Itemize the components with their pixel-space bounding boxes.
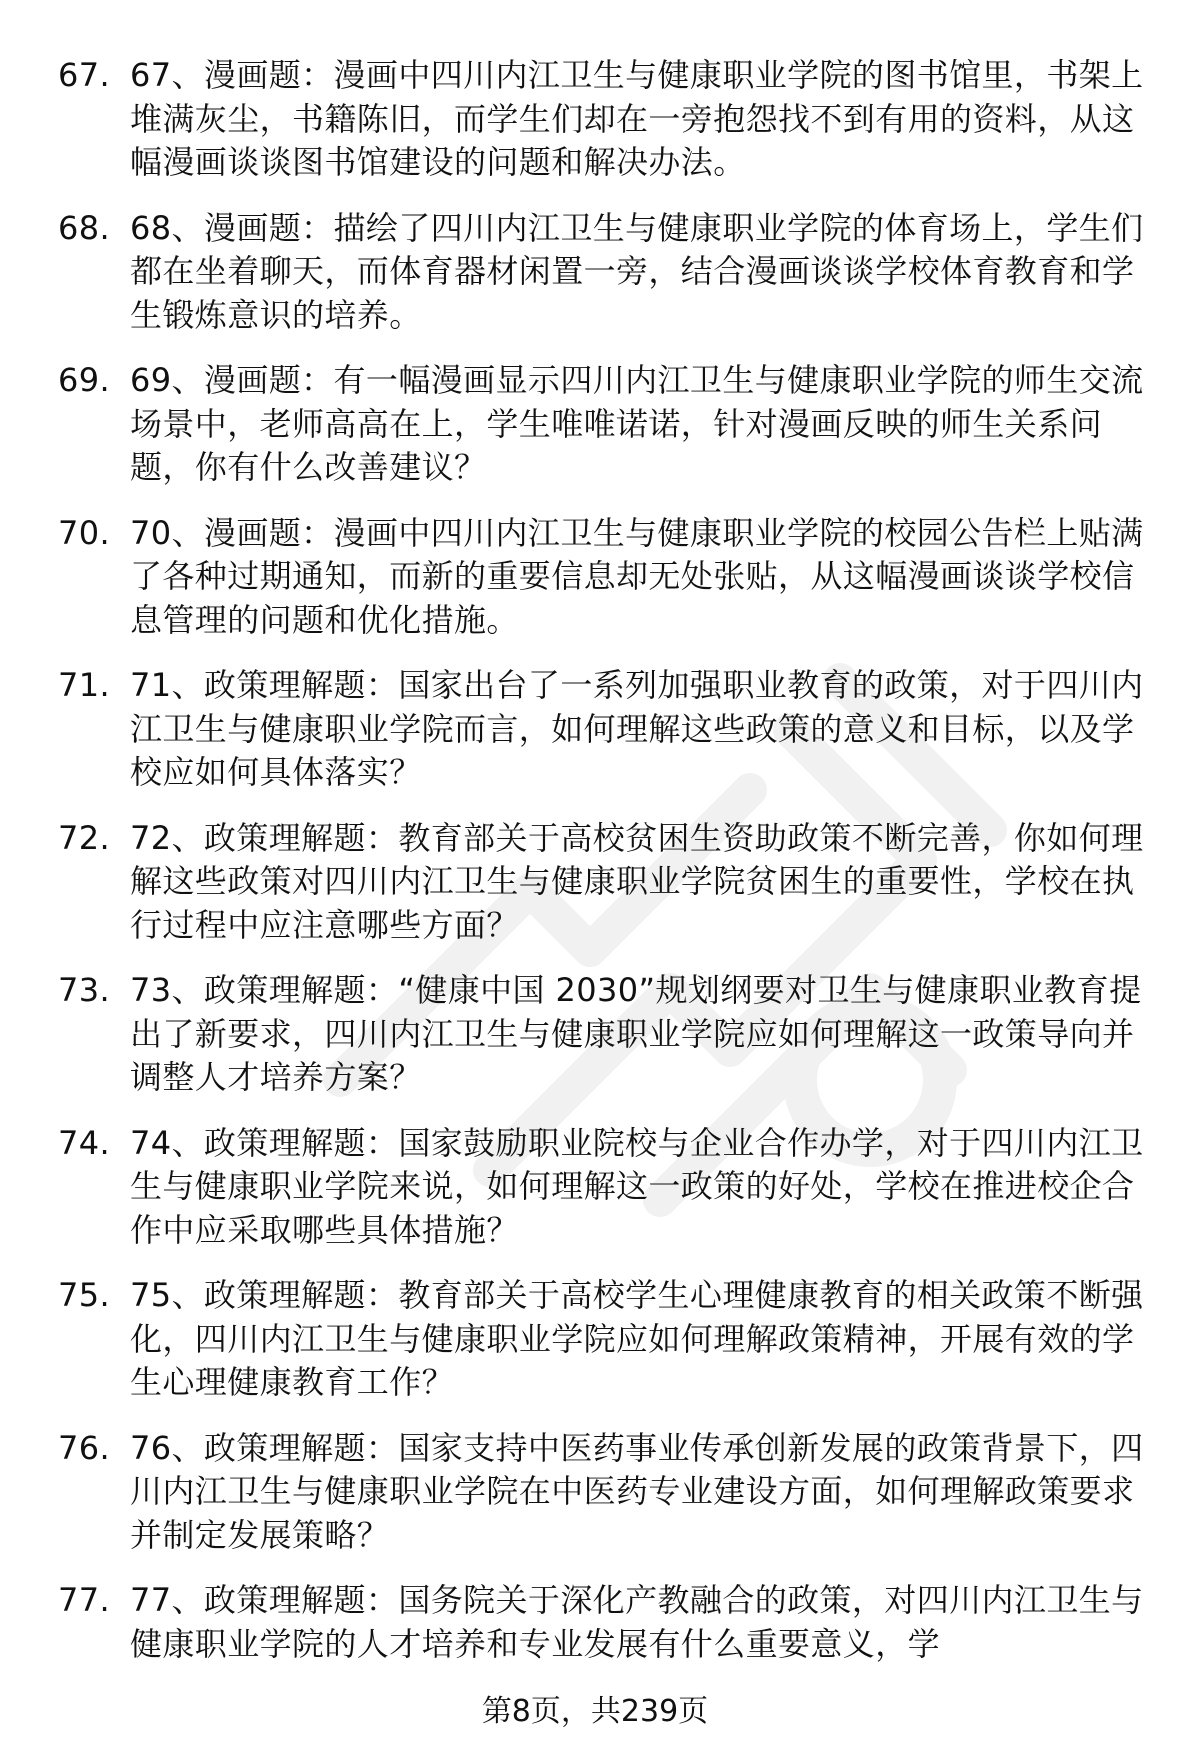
question-text: 73、政策理解题：“健康中国 2030”规划纲要对卫生与健康职业教育提出了新要求，四川内江卫生与健康职业学院应如何理解这一政策导向并调整人才培养方案？ [130,971,1142,1096]
question-text: 77、政策理解题：国务院关于深化产教融合的政策，对四川内江卫生与健康职业学院的人才培养和专业发展有什么重要意义，学 [130,1581,1144,1663]
question-item-76 [58,1427,1158,1558]
question-item-70 [58,512,1158,643]
question-item-69 [58,359,1158,490]
question-item-67 [58,54,1158,185]
question-item-72 [58,817,1158,948]
question-number: 74. [58,1123,111,1162]
question-text: 72、政策理解题：教育部关于高校贫困生资助政策不断完善，你如何理解这些政策对四川内江卫生与健康职业学院贫困生的重要性，学校在执行过程中应注意哪些方面？ [130,818,1144,944]
question-text: 68、漫画题：描绘了四川内江卫生与健康职业学院的体育场上，学生们都在坐着聊天，而体育器材闲置一旁，结合漫画谈谈学校体育教育和学生锻炼意识的培养。 [130,208,1144,334]
page-number-footer: 第8页，共239页 [481,1694,709,1729]
question-number: 72. [58,818,111,857]
question-item-71 [58,664,1158,795]
question-number: 73. [58,971,111,1009]
question-number: 77. [58,1581,111,1619]
question-number: 76. [58,1428,111,1467]
question-text: 67、漫画题：漫画中四川内江卫生与健康职业学院的图书馆里，书架上堆满灰尘，书籍陈旧，而学生们却在一旁抱怨找不到有用的资料，从这幅漫画谈谈图书馆建设的问题和解决办法。 [130,56,1144,181]
question-text: 71、政策理解题：国家出台了一系列加强职业教育的政策，对于四川内江卫生与健康职业学院而言，如何理解这些政策的意义和目标，以及学校应如何具体落实？ [130,666,1144,791]
question-text: 74、政策理解题：国家鼓励职业院校与企业合作办学，对于四川内江卫生与健康职业学院来说，如何理解这一政策的好处，学校在推进校企合作中应采取哪些具体措施？ [130,1123,1144,1249]
question-text: 76、政策理解题：国家支持中医药事业传承创新发展的政策背景下，四川内江卫生与健康职业学院在中医药专业建设方面，如何理解政策要求并制定发展策略？ [130,1428,1144,1554]
question-text: 75、政策理解题：教育部关于高校学生心理健康教育的相关政策不断强化，四川内江卫生与健康职业学院应如何理解政策精神，开展有效的学生心理健康教育工作？ [130,1276,1144,1401]
question-number: 71. [58,666,111,704]
question-item-68 [58,207,1158,338]
question-number: 70. [58,513,111,552]
question-item-75 [58,1274,1158,1405]
question-text: 69、漫画题：有一幅漫画显示四川内江卫生与健康职业学院的师生交流场景中，老师高高在上，学生唯唯诺诺，针对漫画反映的师生关系问题，你有什么改善建议？ [130,361,1144,486]
question-number: 67. [58,56,111,94]
question-item-73 [58,969,1158,1100]
question-list [58,54,1158,1688]
question-item-77 [58,1579,1158,1666]
question-text: 70、漫画题：漫画中四川内江卫生与健康职业学院的校园公告栏上贴满了各种过期通知，而新的重要信息却无处张贴，从这幅漫画谈谈学校信息管理的问题和优化措施。 [130,513,1144,639]
question-item-74 [58,1122,1158,1253]
question-number: 69. [58,361,111,399]
question-number: 68. [58,208,111,247]
question-number: 75. [58,1276,111,1314]
